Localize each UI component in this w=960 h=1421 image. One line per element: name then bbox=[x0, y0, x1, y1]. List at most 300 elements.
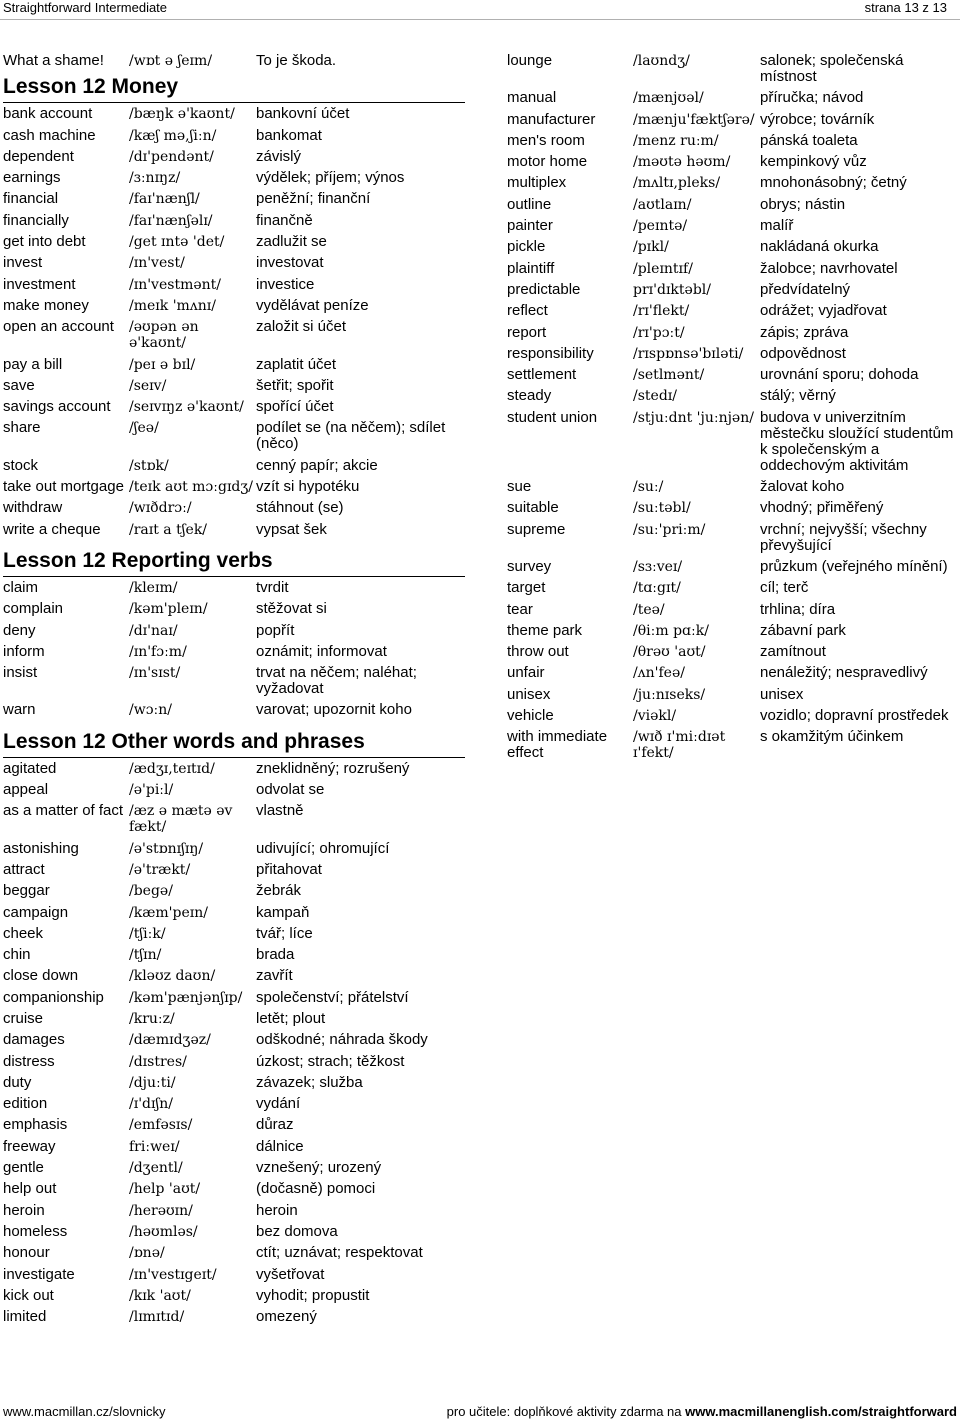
vocab-translation: podílet se (na něčem); sdílet (něco) bbox=[256, 419, 446, 453]
vocab-translation: nenáležitý; nespravedlivý bbox=[760, 664, 928, 682]
vocab-pronunciation: /djuːti/ bbox=[129, 1074, 176, 1091]
vocab-word: write a cheque bbox=[3, 520, 101, 538]
vocab-pronunciation: /rɪspɒnsə'bɪləti/ bbox=[633, 345, 744, 362]
vocab-pronunciation: /viəkl/ bbox=[633, 708, 677, 725]
vocab-pronunciation: /faɪ'nænʃəlɪ/ bbox=[129, 212, 213, 229]
vocab-pronunciation: /stjuːdnt 'juːnjən/ bbox=[633, 409, 754, 426]
vocab-translation: bankovní účet bbox=[256, 105, 350, 123]
vocab-pronunciation: prɪ'dɪktəbl/ bbox=[633, 281, 711, 298]
vocab-pronunciation: /raɪt a tʃek/ bbox=[129, 521, 208, 538]
vocab-word: edition bbox=[3, 1095, 48, 1113]
vocab-word: painter bbox=[507, 217, 553, 235]
vocab-word: insist bbox=[3, 664, 38, 682]
vocab-entry bbox=[3, 104, 465, 125]
vocab-pronunciation: /mʌltɪ,pleks/ bbox=[633, 175, 721, 192]
vocab-pronunciation: /θrəʊ 'aʊt/ bbox=[633, 644, 706, 661]
vocab-entry bbox=[507, 600, 959, 621]
vocab-entry bbox=[3, 376, 465, 397]
vocab-pronunciation: /lɪmɪtɪd/ bbox=[129, 1309, 185, 1326]
vocab-pronunciation: /mænju'fæktʃərə/ bbox=[633, 111, 755, 128]
vocab-word: cheek bbox=[3, 924, 44, 942]
vocab-pronunciation: /peɪntə/ bbox=[633, 218, 688, 235]
vocab-entry bbox=[3, 1265, 465, 1286]
vocab-entry bbox=[507, 663, 959, 684]
vocab-entry bbox=[3, 317, 465, 354]
vocab-translation: popřít bbox=[256, 621, 295, 639]
vocab-word: emphasis bbox=[3, 1116, 68, 1134]
vocab-translation: omezený bbox=[256, 1308, 317, 1326]
vocab-translation: zaplatit účet bbox=[256, 355, 337, 373]
vocab-word: claim bbox=[3, 578, 39, 596]
vocab-entry bbox=[3, 520, 465, 541]
vocab-pronunciation: /stɒk/ bbox=[129, 457, 169, 474]
vocab-translation: oznámit; informovat bbox=[256, 642, 387, 660]
vocab-translation: zábavní park bbox=[760, 621, 846, 639]
vocab-translation: šetřit; spořit bbox=[256, 376, 334, 394]
vocab-translation: vyšetřovat bbox=[256, 1265, 325, 1283]
vocab-entry bbox=[3, 253, 465, 274]
page-number: strana 13 z 13 bbox=[864, 0, 947, 15]
vocab-pronunciation: /kruːz/ bbox=[129, 1010, 175, 1027]
vocab-word: survey bbox=[507, 557, 552, 575]
vocab-translation: vzít si hypotéku bbox=[256, 478, 360, 496]
vocab-entry bbox=[507, 557, 959, 578]
vocab-word: complain bbox=[3, 600, 64, 618]
vocab-entry bbox=[3, 232, 465, 253]
footer-note-link[interactable]: www.macmillanenglish.com/straightforward bbox=[685, 1404, 957, 1419]
vocab-pronunciation: /həʊmləs/ bbox=[129, 1223, 198, 1240]
vocab-translation: vyhodit; propustit bbox=[256, 1286, 370, 1304]
vocab-pronunciation: /juːnɪseks/ bbox=[633, 686, 706, 703]
vocab-entry bbox=[3, 477, 465, 498]
vocab-entry bbox=[3, 126, 465, 147]
vocab-word: tear bbox=[507, 600, 533, 618]
vocab-entry bbox=[3, 801, 465, 838]
footer-note bbox=[447, 1404, 957, 1419]
vocab-translation: nakládaná okurka bbox=[760, 238, 879, 256]
vocab-entry bbox=[507, 578, 959, 599]
vocab-word: responsibility bbox=[507, 344, 594, 362]
vocab-word: financial bbox=[3, 190, 59, 208]
vocab-translation: urovnání sporu; dohoda bbox=[760, 366, 919, 384]
vocab-entry bbox=[507, 685, 959, 706]
vocab-pronunciation: /menz ruːm/ bbox=[633, 132, 719, 149]
vocab-word: share bbox=[3, 419, 41, 437]
vocab-translation: vydělávat peníze bbox=[256, 296, 369, 314]
vocab-pronunciation: /ə'piːl/ bbox=[129, 782, 174, 799]
vocab-entry bbox=[3, 1201, 465, 1222]
vocab-entry bbox=[3, 1030, 465, 1051]
vocab-pronunciation: /ʃeə/ bbox=[129, 420, 159, 437]
vocab-entry bbox=[507, 365, 959, 386]
vocab-pronunciation: /suːtəbl/ bbox=[633, 500, 691, 517]
vocab-entry bbox=[507, 323, 959, 344]
vocab-entry bbox=[507, 706, 959, 727]
vocab-translation: přitahovat bbox=[256, 860, 322, 878]
vocab-entry bbox=[3, 1286, 465, 1307]
vocab-word: multiplex bbox=[507, 174, 567, 192]
vocab-translation: odrážet; vyjadřovat bbox=[760, 302, 887, 320]
vocab-translation: malíř bbox=[760, 217, 794, 235]
vocab-translation: průzkum (veřejného mínění) bbox=[760, 557, 948, 575]
vocab-entry bbox=[3, 1307, 465, 1328]
vocab-word: lounge bbox=[507, 52, 553, 69]
vocab-translation: investice bbox=[256, 275, 315, 293]
vocab-pronunciation: /faɪ'nænʃl/ bbox=[129, 191, 200, 208]
vocab-pronunciation: /dɪ'pendənt/ bbox=[129, 148, 214, 165]
vocab-translation: budova v univerzitním městečku sloužící studentům k společenským a oddechovým aktivitám bbox=[760, 408, 954, 474]
vocab-pronunciation: /kæm'peɪn/ bbox=[129, 904, 208, 921]
vocab-word: pay a bill bbox=[3, 355, 63, 373]
vocab-pronunciation: /get ɪntə 'det/ bbox=[129, 234, 225, 251]
vocab-pronunciation: /wɒt ə ʃeɪm/ bbox=[129, 53, 213, 69]
vocab-word: inform bbox=[3, 642, 45, 660]
vocab-entry bbox=[3, 1094, 465, 1115]
vocab-translation: udivující; ohromující bbox=[256, 839, 390, 857]
vocab-word: plaintiff bbox=[507, 259, 555, 277]
vocab-entry bbox=[507, 110, 959, 131]
vocab-translation: trhlina; díra bbox=[760, 600, 836, 618]
vocab-word: report bbox=[507, 323, 547, 341]
vocab-pronunciation: /tɑːgɪt/ bbox=[633, 580, 681, 597]
vocab-entry bbox=[507, 520, 959, 557]
vocab-entry bbox=[3, 780, 465, 801]
vocab-entry bbox=[507, 216, 959, 237]
vocab-pronunciation: /tʃɪn/ bbox=[129, 947, 162, 964]
vocab-pronunciation: /aʊtlaɪn/ bbox=[633, 196, 692, 213]
vocab-pronunciation: /dæmɪdʒəz/ bbox=[129, 1032, 211, 1049]
vocab-pronunciation: /laʊndʒ/ bbox=[633, 53, 690, 69]
vocab-pronunciation: /emfəsɪs/ bbox=[129, 1117, 193, 1134]
vocab-pronunciation: /ɪn'fɔːm/ bbox=[129, 643, 187, 660]
vocab-pronunciation: /meɪk 'mʌnɪ/ bbox=[129, 297, 216, 314]
vocab-translation: odvolat se bbox=[256, 781, 325, 799]
vocab-word: stock bbox=[3, 456, 39, 474]
vocab-word: throw out bbox=[507, 643, 569, 661]
vocab-word: manufacturer bbox=[507, 110, 596, 128]
vocab-translation: varovat; upozornit koho bbox=[256, 701, 412, 719]
vocab-pronunciation: /stedɪ/ bbox=[633, 388, 677, 405]
vocab-pronunciation: /kɪk 'aʊt/ bbox=[129, 1287, 191, 1304]
vocab-pronunciation: /rɪ'pɔːt/ bbox=[633, 324, 685, 341]
vocab-pronunciation: /wɪðdrɔː/ bbox=[129, 500, 192, 517]
vocab-translation: kempinkový vůz bbox=[760, 153, 867, 171]
vocab-word: deny bbox=[3, 621, 36, 639]
vocab-translation: důraz bbox=[256, 1116, 294, 1134]
vocab-pronunciation: /begə/ bbox=[129, 883, 173, 900]
vocab-word: take out mortgage bbox=[3, 478, 124, 496]
vocab-pronunciation: /tʃiːk/ bbox=[129, 925, 166, 942]
vocab-entry bbox=[3, 663, 465, 700]
vocab-translation: zápis; zpráva bbox=[760, 323, 849, 341]
vocab-entry bbox=[3, 1158, 465, 1179]
vocab-entry bbox=[507, 344, 959, 365]
vocab-pronunciation: /peɪ ə bɪl/ bbox=[129, 356, 196, 373]
vocab-translation: odpovědnost bbox=[760, 344, 846, 362]
vocab-pronunciation: /ɪn'vestɪgeɪt/ bbox=[129, 1266, 217, 1283]
vocab-word: save bbox=[3, 376, 35, 394]
vocab-translation: zavřít bbox=[256, 967, 293, 985]
vocab-entry bbox=[3, 759, 465, 780]
vocab-translation: stěžovat si bbox=[256, 600, 327, 618]
vocab-entry bbox=[3, 700, 465, 721]
vocab-word: heroin bbox=[3, 1201, 45, 1219]
vocab-translation: vozidlo; dopravní prostředek bbox=[760, 707, 949, 725]
vocab-translation: salonek; společenská místnost bbox=[760, 52, 904, 85]
vocab-translation: vlastně bbox=[256, 802, 304, 820]
vocab-word: outline bbox=[507, 195, 552, 213]
vocab-word: steady bbox=[507, 387, 552, 405]
vocab-translation: investovat bbox=[256, 254, 324, 272]
vocab-pronunciation: /pleɪntɪf/ bbox=[633, 260, 693, 277]
vocab-pronunciation: /suː/ bbox=[633, 479, 664, 496]
vocab-word: agitated bbox=[3, 759, 57, 777]
vocab-entry bbox=[3, 1222, 465, 1243]
vocab-translation: letět; plout bbox=[256, 1009, 326, 1027]
vocab-word: savings account bbox=[3, 398, 111, 416]
vocab-word: invest bbox=[3, 254, 43, 272]
vocab-word: investigate bbox=[3, 1265, 75, 1283]
vocab-word: settlement bbox=[507, 366, 577, 384]
vocab-entry bbox=[3, 355, 465, 376]
vocab-translation: mnohonásobný; četný bbox=[760, 174, 907, 192]
section-heading: Lesson 12 Reporting verbs bbox=[3, 549, 465, 577]
vocab-word: sue bbox=[507, 478, 532, 496]
vocab-word: close down bbox=[3, 967, 79, 985]
vocab-pronunciation: /sɜːveɪ/ bbox=[633, 558, 683, 575]
vocab-word: earnings bbox=[3, 169, 61, 187]
vocab-pronunciation: /məʊtə həʊm/ bbox=[633, 154, 731, 171]
vocab-word: freeway bbox=[3, 1137, 56, 1155]
vocab-pronunciation: friːweɪ/ bbox=[129, 1138, 180, 1155]
vocab-pronunciation: /seɪvɪŋz ə'kaʊnt/ bbox=[129, 399, 244, 416]
vocab-pronunciation: /mænjʊəl/ bbox=[633, 90, 704, 107]
vocab-word: cruise bbox=[3, 1009, 44, 1027]
right-vocabulary-column bbox=[507, 51, 959, 765]
vocab-translation: vznešený; urozený bbox=[256, 1159, 382, 1177]
vocab-pronunciation: /əʊpən ən ə'kaʊnt/ bbox=[129, 319, 199, 352]
vocab-entry bbox=[3, 189, 465, 210]
footer-note-text: pro učitele: doplňkové aktivity zdarma na bbox=[446, 1404, 682, 1419]
vocab-pronunciation: /pɪkl/ bbox=[633, 239, 669, 256]
vocab-translation: závislý bbox=[256, 147, 302, 165]
vocab-word: suitable bbox=[507, 499, 559, 517]
vocab-pronunciation: /herəʊɪn/ bbox=[129, 1202, 193, 1219]
vocab-translation: úzkost; strach; těžkost bbox=[256, 1052, 405, 1070]
vocab-word: vehicle bbox=[507, 707, 554, 725]
vocab-translation: závazek; služba bbox=[256, 1073, 363, 1091]
footer-url[interactable]: www.macmillan.cz/slovnicky bbox=[3, 1404, 166, 1419]
vocab-translation: finančně bbox=[256, 211, 313, 229]
vocab-translation: spořící účet bbox=[256, 398, 334, 416]
vocab-word: duty bbox=[3, 1073, 32, 1091]
vocab-translation: ctít; uznávat; respektovat bbox=[256, 1244, 423, 1262]
vocab-translation: (dočasně) pomoci bbox=[256, 1180, 376, 1198]
vocab-pronunciation: /kæʃ mə,ʃiːn/ bbox=[129, 127, 217, 144]
vocab-word: campaign bbox=[3, 903, 69, 921]
vocab-pronunciation: /help 'aʊt/ bbox=[129, 1181, 201, 1198]
left-vocabulary-column bbox=[3, 51, 465, 1328]
vocab-translation: brada bbox=[256, 946, 295, 964]
vocab-word: warn bbox=[3, 701, 36, 719]
vocab-pronunciation: /teɪk aʊt mɔːgɪdʒ/ bbox=[129, 479, 253, 496]
vocab-word: as a matter of fact bbox=[3, 802, 124, 820]
vocab-entry bbox=[507, 408, 959, 477]
vocab-entry bbox=[507, 237, 959, 258]
vocab-entry bbox=[3, 1009, 465, 1030]
vocab-word: chin bbox=[3, 946, 31, 964]
vocab-word: honour bbox=[3, 1244, 50, 1262]
vocab-word: cash machine bbox=[3, 126, 96, 144]
vocab-pronunciation: /θiːm pɑːk/ bbox=[633, 622, 709, 639]
vocab-word: dependent bbox=[3, 147, 74, 165]
vocab-word: pickle bbox=[507, 238, 546, 256]
vocab-entry bbox=[507, 642, 959, 663]
vocab-word: bank account bbox=[3, 105, 93, 123]
vocab-translation: žebrák bbox=[256, 882, 302, 900]
vocab-pronunciation: /teə/ bbox=[633, 601, 665, 618]
vocab-translation: předvídatelný bbox=[760, 280, 851, 298]
vocab-word: manual bbox=[507, 89, 557, 107]
vocab-entry bbox=[3, 599, 465, 620]
vocab-pronunciation: /seɪv/ bbox=[129, 377, 167, 394]
vocab-translation: výrobce; továrník bbox=[760, 110, 875, 128]
vocab-pronunciation: /dɪ'naɪ/ bbox=[129, 622, 178, 639]
vocab-pronunciation: /ə'trækt/ bbox=[129, 861, 191, 878]
vocab-translation: vydání bbox=[256, 1095, 301, 1113]
vocab-pronunciation: /wɪð ɪ'miːdɪət ɪ'fekt/ bbox=[633, 729, 726, 762]
vocab-word: get into debt bbox=[3, 233, 86, 251]
vocab-translation: To je škoda. bbox=[256, 52, 337, 69]
vocab-entry bbox=[3, 1179, 465, 1200]
vocab-pronunciation: /suː'priːm/ bbox=[633, 521, 706, 538]
vocab-pronunciation: /bæŋk ə'kaʊnt/ bbox=[129, 106, 235, 123]
vocab-pronunciation: /ædʒɪ,teɪtɪd/ bbox=[129, 760, 215, 777]
vocab-word: make money bbox=[3, 296, 89, 314]
vocab-translation: tvrdit bbox=[256, 578, 289, 596]
vocab-entry bbox=[507, 386, 959, 407]
vocab-translation: odškodné; náhrada škody bbox=[256, 1031, 428, 1049]
vocab-word: motor home bbox=[507, 153, 588, 171]
vocab-pronunciation: /setlmənt/ bbox=[633, 367, 705, 384]
vocab-entry bbox=[507, 195, 959, 216]
vocab-word: gentle bbox=[3, 1159, 44, 1177]
vocab-pronunciation: /dʒentl/ bbox=[129, 1160, 183, 1177]
vocab-pronunciation: /ɪn'vestmənt/ bbox=[129, 276, 221, 293]
vocab-entry bbox=[3, 296, 465, 317]
section-heading: Lesson 12 Other words and phrases bbox=[3, 730, 465, 758]
vocab-entry bbox=[3, 860, 465, 881]
header-divider bbox=[0, 19, 960, 20]
vocab-entry bbox=[507, 301, 959, 322]
vocab-word: kick out bbox=[3, 1286, 54, 1304]
vocab-pronunciation: /kləʊz daʊn/ bbox=[129, 968, 216, 985]
vocab-entry bbox=[3, 1137, 465, 1158]
vocab-word: theme park bbox=[507, 621, 583, 639]
vocab-pronunciation: /ɒnə/ bbox=[129, 1245, 165, 1262]
vocab-translation: žalobce; navrhovatel bbox=[760, 259, 898, 277]
vocab-word: reflect bbox=[507, 302, 548, 320]
vocab-entry bbox=[507, 173, 959, 194]
vocab-entry bbox=[507, 51, 959, 88]
document-title: Straightforward Intermediate bbox=[3, 0, 168, 15]
vocab-pronunciation: /ʌn'feə/ bbox=[633, 665, 685, 682]
vocab-word: withdraw bbox=[3, 499, 63, 517]
vocab-pronunciation: /ɪn'sɪst/ bbox=[129, 665, 181, 682]
vocab-entry bbox=[3, 498, 465, 519]
vocab-translation: vypsat šek bbox=[256, 520, 327, 538]
vocab-word: astonishing bbox=[3, 839, 79, 857]
vocab-entry bbox=[3, 456, 465, 477]
vocab-entry bbox=[507, 477, 959, 498]
vocab-word: predictable bbox=[507, 280, 581, 298]
vocab-translation: zamítnout bbox=[760, 643, 826, 661]
vocab-translation: obrys; nástin bbox=[760, 195, 846, 213]
vocab-translation: bez domova bbox=[256, 1222, 338, 1240]
vocab-pronunciation: /æz ə mætə əv fækt/ bbox=[129, 803, 233, 836]
vocab-entry bbox=[3, 621, 465, 642]
vocab-entry bbox=[3, 945, 465, 966]
vocab-word: help out bbox=[3, 1180, 57, 1198]
vocab-entry bbox=[3, 988, 465, 1009]
vocab-translation: stálý; věrný bbox=[760, 387, 836, 405]
vocab-translation: zneklidněný; rozrušený bbox=[256, 759, 410, 777]
vocab-translation: kampaň bbox=[256, 903, 310, 921]
vocab-word: companionship bbox=[3, 988, 104, 1006]
vocab-pronunciation: /ɜːnɪŋz/ bbox=[129, 170, 181, 187]
vocab-entry bbox=[3, 211, 465, 232]
vocab-translation: cenný papír; akcie bbox=[256, 456, 378, 474]
vocab-word: target bbox=[507, 579, 546, 597]
vocab-pronunciation: /wɔːn/ bbox=[129, 702, 172, 719]
vocab-word: limited bbox=[3, 1308, 47, 1326]
vocab-entry bbox=[3, 1115, 465, 1136]
vocab-entry bbox=[3, 642, 465, 663]
vocab-word: supreme bbox=[507, 520, 566, 538]
vocab-word: distress bbox=[3, 1052, 55, 1070]
vocab-word: financially bbox=[3, 211, 69, 229]
vocab-entry bbox=[3, 1243, 465, 1264]
vocab-translation: s okamžitým účinkem bbox=[760, 728, 904, 746]
vocab-word: attract bbox=[3, 860, 45, 878]
vocab-translation: pánská toaleta bbox=[760, 131, 858, 149]
vocab-entry bbox=[3, 275, 465, 296]
vocab-translation: stáhnout (se) bbox=[256, 499, 344, 517]
vocab-entry bbox=[3, 839, 465, 860]
vocab-word: unfair bbox=[507, 664, 545, 682]
vocab-entry bbox=[3, 966, 465, 987]
vocab-entry bbox=[3, 578, 465, 599]
vocab-translation: heroin bbox=[256, 1201, 298, 1219]
vocab-word: beggar bbox=[3, 882, 50, 900]
vocab-entry bbox=[507, 152, 959, 173]
vocab-entry bbox=[507, 131, 959, 152]
vocab-entry bbox=[507, 88, 959, 109]
vocab-word: student union bbox=[507, 408, 598, 426]
vocab-pronunciation: /ɪn'vest/ bbox=[129, 255, 185, 272]
vocab-translation: trvat na něčem; naléhat; vyžadovat bbox=[256, 664, 417, 698]
vocab-entry bbox=[507, 259, 959, 280]
vocab-pronunciation: /ɪ'dɪʃn/ bbox=[129, 1096, 174, 1113]
vocab-word: unisex bbox=[507, 685, 551, 703]
vocab-entry bbox=[3, 903, 465, 924]
vocab-word: damages bbox=[3, 1031, 65, 1049]
vocab-entry bbox=[3, 418, 465, 455]
vocab-translation: vrchní; nejvyšší; všechny převyšující bbox=[760, 520, 927, 554]
vocab-entry bbox=[507, 727, 959, 764]
vocab-translation: bankomat bbox=[256, 126, 322, 144]
vocab-entry bbox=[507, 621, 959, 642]
